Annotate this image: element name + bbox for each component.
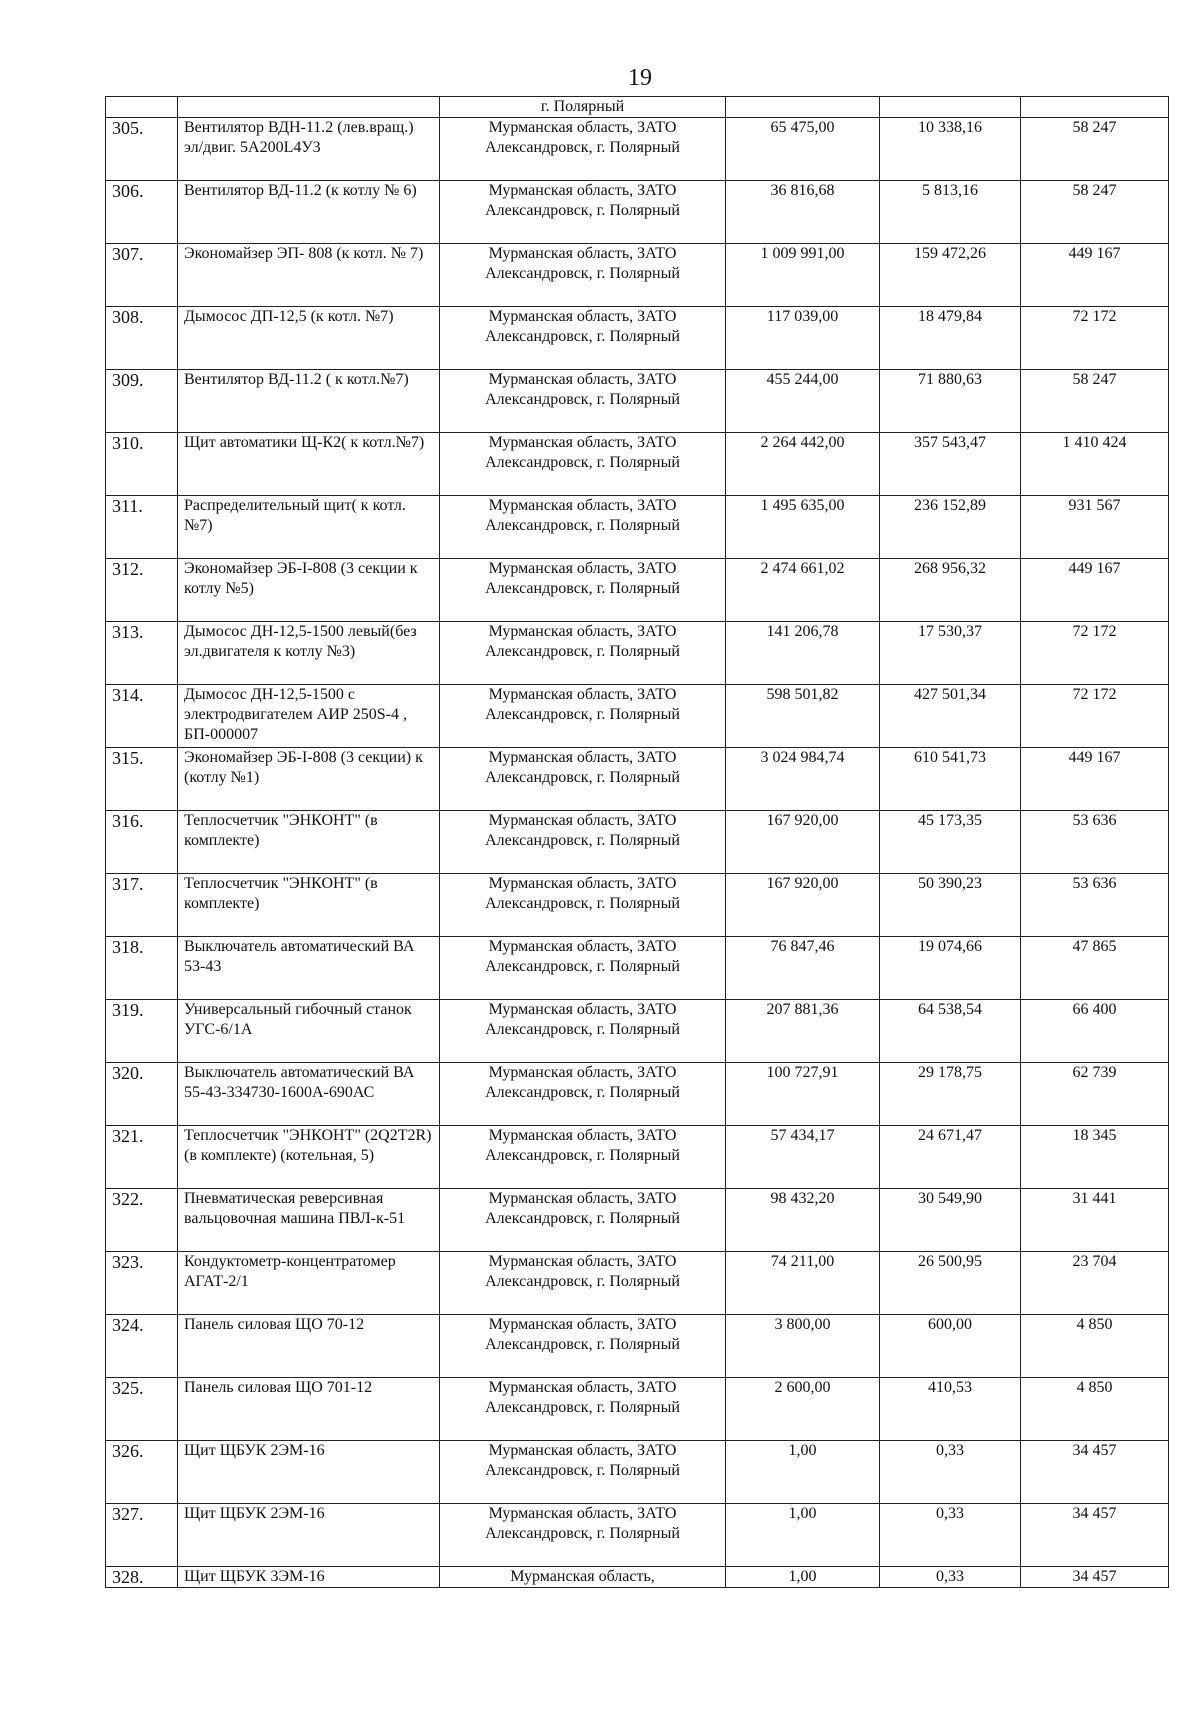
cell-number: 313.: [106, 622, 178, 685]
table-row: [106, 559, 1169, 622]
cell-value-3: 72 172: [1021, 685, 1169, 748]
cell-value-1: 1,00: [726, 1567, 880, 1588]
cell-value-1: 65 475,00: [726, 118, 880, 181]
cell-value-2: 45 173,35: [880, 811, 1021, 874]
cell-value-2: 0,33: [880, 1567, 1021, 1588]
cell-name: Вентилятор ВДН-11.2 (лев.вращ.) эл/двиг. 5А200L4У3: [178, 118, 440, 181]
cell-value-3: 58 247: [1021, 181, 1169, 244]
table-row: [106, 244, 1169, 307]
cell-name: Щит ЩБУК 3ЭМ-16: [178, 1567, 440, 1588]
cell-value-1: 1 495 635,00: [726, 496, 880, 559]
cell-number: 314.: [106, 685, 178, 748]
cell-location: Мурманская область, ЗАТО Александровск, г. Полярный: [440, 244, 726, 307]
cell-value-2: 19 074,66: [880, 937, 1021, 1000]
cell-name: Выключатель автоматический ВА 53-43: [178, 937, 440, 1000]
cell-location: Мурманская область, ЗАТО Александровск, г. Полярный: [440, 1063, 726, 1126]
page-number: 19: [628, 65, 652, 91]
cell-number: 326.: [106, 1441, 178, 1504]
cell-value-1: 74 211,00: [726, 1252, 880, 1315]
cell-name: Кондуктометр-концентратомер АГАТ-2/1: [178, 1252, 440, 1315]
cell-location: Мурманская область, ЗАТО Александровск, г. Полярный: [440, 1252, 726, 1315]
cell-value-1: 36 816,68: [726, 181, 880, 244]
cell-location: Мурманская область, ЗАТО Александровск, г. Полярный: [440, 118, 726, 181]
cell-name: Экономайзер ЭБ-I-808 (3 секции) к (котлу №1): [178, 748, 440, 811]
property-table: [105, 96, 1169, 1588]
cell-value-2: 29 178,75: [880, 1063, 1021, 1126]
table-row: [106, 1189, 1169, 1252]
cell-value-3: 23 704: [1021, 1252, 1169, 1315]
cell-value-3: 47 865: [1021, 937, 1169, 1000]
cell-name: Распределительный щит( к котл.№7): [178, 496, 440, 559]
cell-value-3: 72 172: [1021, 307, 1169, 370]
cell-value-1: 2 474 661,02: [726, 559, 880, 622]
cell-value-1: 1 009 991,00: [726, 244, 880, 307]
cell-value-3: [1021, 97, 1169, 118]
cell-value-3: 58 247: [1021, 118, 1169, 181]
cell-name: Щит ЩБУК 2ЭМ-16: [178, 1441, 440, 1504]
cell-value-1: 1,00: [726, 1441, 880, 1504]
cell-location: Мурманская область, ЗАТО Александровск, г. Полярный: [440, 1504, 726, 1567]
cell-location: Мурманская область, ЗАТО Александровск, г. Полярный: [440, 748, 726, 811]
cell-location: Мурманская область, ЗАТО Александровск, г. Полярный: [440, 1315, 726, 1378]
cell-value-2: 0,33: [880, 1504, 1021, 1567]
cell-value-3: 62 739: [1021, 1063, 1169, 1126]
cell-value-1: 100 727,91: [726, 1063, 880, 1126]
cell-name: [178, 97, 440, 118]
cell-value-2: 26 500,95: [880, 1252, 1021, 1315]
table-row: [106, 685, 1169, 748]
cell-location: г. Полярный: [440, 97, 726, 118]
cell-value-2: 427 501,34: [880, 685, 1021, 748]
cell-location: Мурманская область, ЗАТО Александровск, г. Полярный: [440, 685, 726, 748]
cell-name: Теплосчетчик "ЭНКОНТ" (2Q2T2R) (в комплекте) (котельная, 5): [178, 1126, 440, 1189]
cell-location: Мурманская область, ЗАТО Александровск, г. Полярный: [440, 1378, 726, 1441]
table-row: [106, 1063, 1169, 1126]
cell-name: Дымосос ДП-12,5 (к котл. №7): [178, 307, 440, 370]
cell-number: 308.: [106, 307, 178, 370]
table-row: [106, 1315, 1169, 1378]
cell-number: 309.: [106, 370, 178, 433]
cell-name: Пневматическая реверсивная вальцовочная машина ПВЛ-к-51: [178, 1189, 440, 1252]
cell-value-3: 931 567: [1021, 496, 1169, 559]
cell-name: Теплосчетчик "ЭНКОНТ" (в комплекте): [178, 874, 440, 937]
cell-value-3: 34 457: [1021, 1504, 1169, 1567]
cell-number: 311.: [106, 496, 178, 559]
cell-value-2: 610 541,73: [880, 748, 1021, 811]
table-row: [106, 937, 1169, 1000]
cell-value-2: 357 543,47: [880, 433, 1021, 496]
table-row: [106, 1000, 1169, 1063]
cell-value-3: 449 167: [1021, 559, 1169, 622]
cell-number: 318.: [106, 937, 178, 1000]
table-row: [106, 1126, 1169, 1189]
cell-number: 322.: [106, 1189, 178, 1252]
cell-number: 315.: [106, 748, 178, 811]
cell-name: Щит ЩБУК 2ЭМ-16: [178, 1504, 440, 1567]
cell-value-1: 3 024 984,74: [726, 748, 880, 811]
cell-number: 319.: [106, 1000, 178, 1063]
cell-number: 325.: [106, 1378, 178, 1441]
table-row: [106, 811, 1169, 874]
cell-name: Дымосос ДН-12,5-1500 с электродвигателем АИР 250S-4 , БП-000007: [178, 685, 440, 748]
cell-location: Мурманская область, ЗАТО Александровск, г. Полярный: [440, 370, 726, 433]
table-row: [106, 181, 1169, 244]
cell-number: 320.: [106, 1063, 178, 1126]
cell-value-2: 17 530,37: [880, 622, 1021, 685]
cell-value-2: 71 880,63: [880, 370, 1021, 433]
cell-name: Экономайзер ЭБ-I-808 (3 секции к котлу №5): [178, 559, 440, 622]
table-row: [106, 118, 1169, 181]
cell-location: Мурманская область, ЗАТО Александровск, г. Полярный: [440, 181, 726, 244]
cell-value-3: 58 247: [1021, 370, 1169, 433]
cell-value-2: 410,53: [880, 1378, 1021, 1441]
cell-number: 312.: [106, 559, 178, 622]
cell-name: Дымосос ДН-12,5-1500 левый(без эл.двигателя к котлу №3): [178, 622, 440, 685]
cell-value-2: 18 479,84: [880, 307, 1021, 370]
cell-value-1: 98 432,20: [726, 1189, 880, 1252]
cell-value-1: 455 244,00: [726, 370, 880, 433]
cell-value-1: 3 800,00: [726, 1315, 880, 1378]
cell-number: 305.: [106, 118, 178, 181]
cell-value-2: 50 390,23: [880, 874, 1021, 937]
property-table-body: [106, 97, 1169, 1588]
cell-value-3: 53 636: [1021, 874, 1169, 937]
cell-value-1: 117 039,00: [726, 307, 880, 370]
cell-name: Вентилятор ВД-11.2 ( к котл.№7): [178, 370, 440, 433]
cell-value-1: 167 920,00: [726, 874, 880, 937]
cell-location: Мурманская область, ЗАТО Александровск, г. Полярный: [440, 1126, 726, 1189]
cell-number: 307.: [106, 244, 178, 307]
cell-location: Мурманская область, ЗАТО Александровск, г. Полярный: [440, 811, 726, 874]
cell-value-1: 2 264 442,00: [726, 433, 880, 496]
cell-number: 317.: [106, 874, 178, 937]
cell-value-2: 64 538,54: [880, 1000, 1021, 1063]
cell-value-1: 167 920,00: [726, 811, 880, 874]
cell-number: 324.: [106, 1315, 178, 1378]
cell-location: Мурманская область, ЗАТО Александровск, г. Полярный: [440, 307, 726, 370]
cell-location: Мурманская область, ЗАТО Александровск, г. Полярный: [440, 1441, 726, 1504]
cell-value-2: [880, 97, 1021, 118]
cell-value-3: 34 457: [1021, 1441, 1169, 1504]
cell-value-3: 18 345: [1021, 1126, 1169, 1189]
table-row: [106, 1378, 1169, 1441]
cell-location: Мурманская область, ЗАТО Александровск, г. Полярный: [440, 937, 726, 1000]
cell-value-3: 66 400: [1021, 1000, 1169, 1063]
cell-value-3: 4 850: [1021, 1315, 1169, 1378]
cell-location: Мурманская область, ЗАТО Александровск, г. Полярный: [440, 559, 726, 622]
cell-value-1: 2 600,00: [726, 1378, 880, 1441]
cell-number: 316.: [106, 811, 178, 874]
cell-name: Теплосчетчик "ЭНКОНТ" (в комплекте): [178, 811, 440, 874]
cell-number: 327.: [106, 1504, 178, 1567]
cell-value-1: 76 847,46: [726, 937, 880, 1000]
cell-value-3: 449 167: [1021, 244, 1169, 307]
cell-value-2: 5 813,16: [880, 181, 1021, 244]
cell-location: Мурманская область, ЗАТО Александровск, г. Полярный: [440, 496, 726, 559]
table-row: [106, 1441, 1169, 1504]
cell-value-2: 600,00: [880, 1315, 1021, 1378]
cell-value-2: 24 671,47: [880, 1126, 1021, 1189]
cell-value-1: 1,00: [726, 1504, 880, 1567]
cell-value-1: 57 434,17: [726, 1126, 880, 1189]
table-row: [106, 370, 1169, 433]
cell-location: Мурманская область, ЗАТО Александровск, г. Полярный: [440, 1189, 726, 1252]
cell-value-1: 141 206,78: [726, 622, 880, 685]
cell-value-3: 31 441: [1021, 1189, 1169, 1252]
cell-number: 310.: [106, 433, 178, 496]
cell-value-3: 34 457: [1021, 1567, 1169, 1588]
table-row: [106, 748, 1169, 811]
cell-number: [106, 97, 178, 118]
table-row: [106, 496, 1169, 559]
table-row: [106, 874, 1169, 937]
cell-value-3: 53 636: [1021, 811, 1169, 874]
cell-name: Панель силовая ЩО 70-12: [178, 1315, 440, 1378]
cell-value-2: 159 472,26: [880, 244, 1021, 307]
cell-value-3: 449 167: [1021, 748, 1169, 811]
cell-location: Мурманская область, ЗАТО Александровск, г. Полярный: [440, 874, 726, 937]
cell-location: Мурманская область, ЗАТО Александровск, г. Полярный: [440, 1000, 726, 1063]
cell-value-1: [726, 97, 880, 118]
cell-value-1: 598 501,82: [726, 685, 880, 748]
cell-name: Экономайзер ЭП- 808 (к котл. № 7): [178, 244, 440, 307]
cell-value-2: 268 956,32: [880, 559, 1021, 622]
cell-name: Выключатель автоматический ВА 55-43-334730-1600А-690АС: [178, 1063, 440, 1126]
cell-location: Мурманская область,: [440, 1567, 726, 1588]
table-row: [106, 433, 1169, 496]
cell-value-2: 0,33: [880, 1441, 1021, 1504]
table-row: [106, 622, 1169, 685]
cell-name: Вентилятор ВД-11.2 (к котлу № 6): [178, 181, 440, 244]
cell-value-2: 10 338,16: [880, 118, 1021, 181]
cell-number: 328.: [106, 1567, 178, 1588]
cell-value-3: 1 410 424: [1021, 433, 1169, 496]
cell-location: Мурманская область, ЗАТО Александровск, г. Полярный: [440, 622, 726, 685]
cell-number: 306.: [106, 181, 178, 244]
cell-value-2: 236 152,89: [880, 496, 1021, 559]
cell-value-1: 207 881,36: [726, 1000, 880, 1063]
table-row: [106, 307, 1169, 370]
table-row-continued: [106, 97, 1169, 118]
cell-value-3: 72 172: [1021, 622, 1169, 685]
cell-number: 323.: [106, 1252, 178, 1315]
cell-name: Щит автоматики Щ-К2( к котл.№7): [178, 433, 440, 496]
cell-location: Мурманская область, ЗАТО Александровск, г. Полярный: [440, 433, 726, 496]
cell-number: 321.: [106, 1126, 178, 1189]
table-row: [106, 1567, 1169, 1588]
table-row: [106, 1252, 1169, 1315]
cell-name: Универсальный гибочный станок УГС-6/1А: [178, 1000, 440, 1063]
table-row: [106, 1504, 1169, 1567]
cell-name: Панель силовая ЩО 701-12: [178, 1378, 440, 1441]
cell-value-3: 4 850: [1021, 1378, 1169, 1441]
cell-value-2: 30 549,90: [880, 1189, 1021, 1252]
